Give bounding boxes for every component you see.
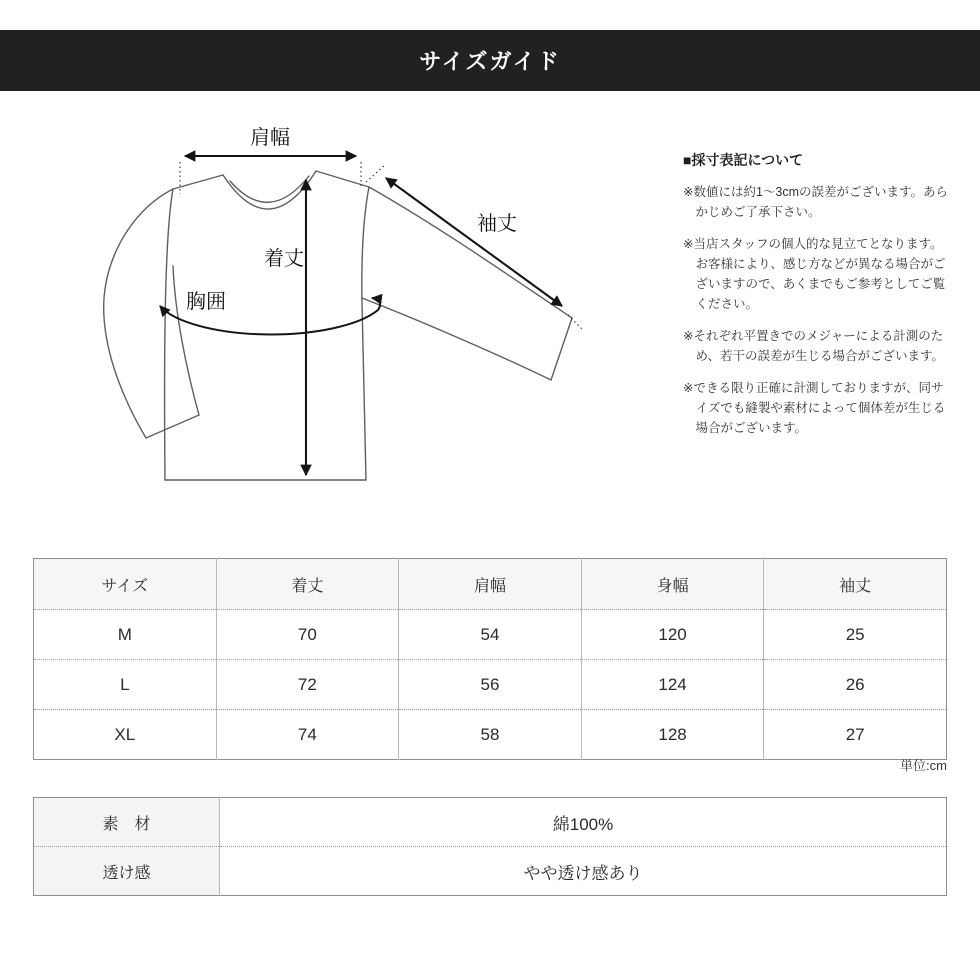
note-item: ※それぞれ平置きでのメジャーによる計測のため、若干の誤差が生じる場合がございます。 [683,329,945,363]
cell: 26 [764,660,947,710]
measurement-notes [683,150,951,450]
notes-title: ■採寸表記について [683,152,804,168]
body-length-label: 着丈 [264,248,304,270]
cell: 25 [764,610,947,660]
cell-size: M [34,610,217,660]
page-title: サイズガイド [419,49,561,74]
cell: 54 [399,610,582,660]
sleeve-length-label: 袖丈 [477,213,517,235]
column-header: 身幅 [581,559,764,610]
chest-girth-label: 胸囲 [186,291,226,313]
sheerness-value: やや透け感あり [220,847,947,896]
column-header: サイズ [34,559,217,610]
cell: 120 [581,610,764,660]
cell-size: L [34,660,217,710]
sheerness-label: 透け感 [34,847,220,896]
shirt-measurement-diagram [48,118,608,538]
cell: 72 [216,660,399,710]
table-row [34,610,947,660]
shoulder-width-label: 肩幅 [250,127,290,149]
cell: 124 [581,660,764,710]
size-table-header-row [34,559,947,610]
note-item: ※数値には約1〜3cmの誤差がございます。あらかじめご了承下さい。 [683,185,949,219]
table-row [34,710,947,760]
material-table [33,797,947,896]
cell: 70 [216,610,399,660]
cell: 56 [399,660,582,710]
material-label: 素 材 [34,798,220,847]
note-item: ※当店スタッフの個人的な見立てとなります。お客様により、感じ方などが異なる場合がございますので、あくまでもご参考としてご覧ください。 [683,237,946,311]
cell-size: XL [34,710,217,760]
table-row [34,847,947,896]
table-row [34,660,947,710]
cell: 27 [764,710,947,760]
table-row [34,798,947,847]
column-header: 着丈 [216,559,399,610]
column-header: 袖丈 [764,559,947,610]
size-table [33,558,947,760]
cell: 128 [581,710,764,760]
unit-note: 単位:cm [900,758,947,773]
cell: 58 [399,710,582,760]
page-title-bar [0,30,980,91]
material-value: 綿100% [552,814,614,834]
note-item: ※できる限り正確に計測しておりますが、同サイズでも縫製や素材によって個体差が生じる場合がございます。 [683,381,946,435]
column-header: 肩幅 [399,559,582,610]
cell: 74 [216,710,399,760]
